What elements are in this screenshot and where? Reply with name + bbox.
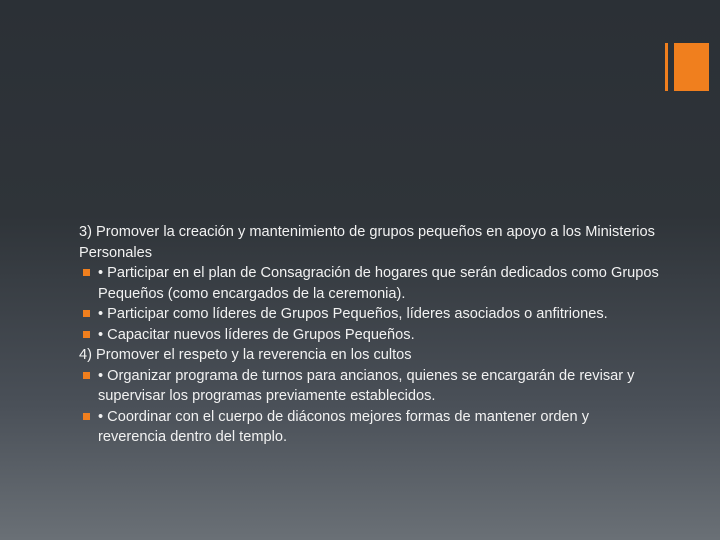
paragraph-item-4: 4) Promover el respeto y la reverencia en los cultos — [79, 347, 412, 363]
paragraph-item-3: 3) Promover la creación y mantenimiento de grupos pequeños en apoyo a los Ministerios Personales — [79, 224, 655, 261]
square-bullet-icon — [83, 310, 90, 317]
square-bullet-icon — [83, 269, 90, 276]
slide-content — [79, 222, 659, 448]
bullet-text: • Participar como líderes de Grupos Pequeños, líderes asociados o anfitriones. — [98, 306, 608, 322]
bullet-text: • Capacitar nuevos líderes de Grupos Pequeños. — [98, 326, 415, 343]
bullet-item — [79, 366, 659, 407]
accent-line — [665, 43, 668, 91]
bullet-text: • Organizar programa de turnos para ancianos, quienes se encargarán de revisar y supervisar los programas previamente establecidos. — [98, 367, 635, 404]
bullet-text: • Coordinar con el cuerpo de diáconos mejores formas de mantener orden y reverencia dentro del templo. — [98, 408, 590, 445]
bullet-item — [79, 325, 659, 346]
square-bullet-icon — [83, 331, 90, 338]
accent-block — [674, 43, 709, 91]
bullet-item — [79, 263, 659, 304]
bullet-item — [79, 304, 659, 325]
bullet-item — [79, 407, 659, 448]
bullet-text: • Participar en el plan de Consagración de hogares que serán dedicados como Grupos Pequeños (como encargados de la ceremonia). — [98, 265, 659, 302]
square-bullet-icon — [83, 413, 90, 420]
square-bullet-icon — [83, 372, 90, 379]
